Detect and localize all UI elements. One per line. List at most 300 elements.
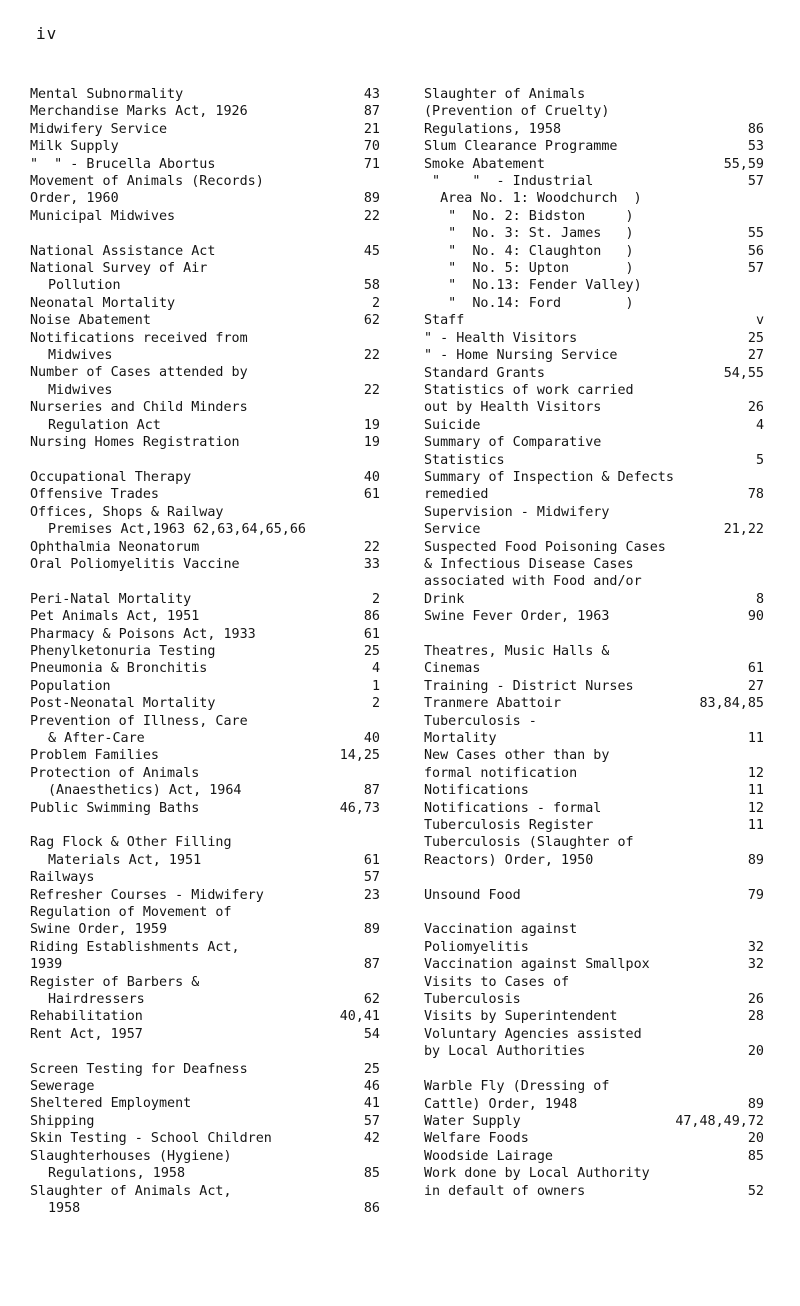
index-entry-pages: 87	[363, 104, 380, 120]
index-entry-term: Tuberculosis (Slaughter of	[424, 835, 634, 851]
index-entry-pages: 52	[747, 1183, 764, 1199]
index-entry	[30, 1165, 380, 1182]
index-entry-pages: 21,22	[723, 522, 764, 538]
index-entry-pages: 86	[747, 121, 764, 137]
index-entry	[424, 190, 764, 207]
index-entry	[424, 434, 764, 451]
index-entry	[30, 121, 380, 138]
index-entry	[30, 1130, 380, 1147]
index-entry-pages: 47,48,49,72	[675, 1113, 764, 1129]
index-entry-pages: 89	[363, 922, 380, 938]
index-entry	[30, 399, 380, 416]
index-entry-term: Vaccination against	[424, 922, 578, 938]
index-entry-pages: 61	[747, 661, 764, 677]
index-entry	[424, 713, 764, 730]
index-entry-pages: 42	[363, 1131, 380, 1147]
index-entry	[424, 1148, 764, 1165]
index-entry	[30, 643, 380, 660]
index-entry	[424, 991, 764, 1008]
index-entry	[424, 225, 764, 242]
index-entry	[424, 121, 764, 138]
index-entry-term: & After-Care	[48, 730, 145, 746]
index-entry-term: Offensive Trades	[30, 487, 159, 503]
index-entry-term: out by Health Visitors	[424, 400, 602, 416]
index-entry	[30, 800, 380, 817]
index-entry-pages: 46	[363, 1079, 380, 1095]
index-entry	[30, 869, 380, 886]
index-entry-term: National Assistance Act	[30, 243, 216, 259]
index-entry	[424, 1096, 764, 1113]
index-entry	[30, 730, 380, 747]
index-entry-pages: 4	[371, 661, 380, 677]
index-entry	[424, 782, 764, 799]
index-entry-pages: 22	[363, 539, 380, 555]
section-gap	[30, 817, 380, 834]
index-entry-term: Register of Barbers &	[30, 974, 200, 990]
index-entry-pages: 26	[747, 992, 764, 1008]
index-entry-term: Movement of Animals (Records)	[30, 174, 264, 190]
index-entry	[30, 956, 380, 973]
index-entry	[424, 1043, 764, 1060]
index-entry-pages: 78	[747, 487, 764, 503]
index-entry-term: associated with Food and/or	[424, 574, 642, 590]
index-entry-pages: 57	[747, 174, 764, 190]
index-entry-term: New Cases other than by	[424, 748, 610, 764]
index-entry	[30, 208, 380, 225]
index-entry-term: Cattle) Order, 1948	[424, 1096, 578, 1112]
index-entry	[424, 591, 764, 608]
index-entry-pages: 71	[363, 156, 380, 172]
index-entry	[30, 678, 380, 695]
section-gap	[30, 573, 380, 590]
index-entry-term: Cinemas	[424, 661, 481, 677]
index-entry-pages: 61	[363, 626, 380, 642]
index-entry	[424, 765, 764, 782]
index-entry-pages: 22	[363, 382, 380, 398]
index-entry-term: 1939	[30, 957, 63, 973]
index-entry	[30, 330, 380, 347]
index-entry	[424, 1130, 764, 1147]
index-column-right	[424, 86, 764, 1200]
index-entry-term: Regulation of Movement of	[30, 905, 232, 921]
index-entry-pages: 40,41	[339, 1009, 380, 1025]
index-entry-term: Swine Fever Order, 1963	[424, 609, 610, 625]
index-entry-term: Prevention of Illness, Care	[30, 713, 248, 729]
index-entry-term: Tranmere Abattoir	[424, 696, 562, 712]
index-entry-term: Training - District Nurses	[424, 678, 634, 694]
index-entry	[424, 521, 764, 538]
index-entry	[30, 626, 380, 643]
index-entry-pages: 57	[363, 1113, 380, 1129]
index-entry	[30, 347, 380, 364]
index-entry-term: " No.14: Ford )	[424, 295, 634, 311]
index-entry	[30, 974, 380, 991]
index-entry-term: Protection of Animals	[30, 765, 200, 781]
index-entry	[424, 1113, 764, 1130]
index-entry-term: Suicide	[424, 417, 481, 433]
index-entry-term: Peri-Natal Mortality	[30, 591, 192, 607]
index-entry	[424, 1078, 764, 1095]
index-entry-term: Slum Clearance Programme	[424, 139, 618, 155]
index-entry	[424, 800, 764, 817]
index-entry-term: Swine Order, 1959	[30, 922, 168, 938]
index-entry-term: Pharmacy & Poisons Act, 1933	[30, 626, 256, 642]
index-entry-pages: 83,84,85	[699, 696, 764, 712]
index-entry	[30, 521, 380, 538]
index-entry	[424, 643, 764, 660]
index-entry	[30, 747, 380, 764]
index-entry	[30, 991, 380, 1008]
index-entry-pages: 14,25	[339, 748, 380, 764]
index-entry-term: Visits to Cases of	[424, 974, 570, 990]
index-entry	[30, 103, 380, 120]
index-entry-pages: 4	[755, 417, 764, 433]
index-entry	[30, 713, 380, 730]
index-entry-term: Unsound Food	[424, 887, 521, 903]
index-entry-term: Warble Fly (Dressing of	[424, 1079, 610, 1095]
index-entry-term: Vaccination against Smallpox	[424, 957, 650, 973]
index-entry	[30, 834, 380, 851]
index-entry-term: Pneumonia & Bronchitis	[30, 661, 208, 677]
index-entry	[424, 365, 764, 382]
index-entry-pages: 22	[363, 208, 380, 224]
index-entry-term: Neonatal Mortality	[30, 295, 176, 311]
index-entry	[30, 156, 380, 173]
index-entry	[424, 156, 764, 173]
index-entry-term: Supervision - Midwifery	[424, 504, 610, 520]
index-entry	[424, 921, 764, 938]
section-gap	[424, 869, 764, 886]
index-entry-term: " No.13: Fender Valley)	[424, 278, 642, 294]
index-entry-term: 1958	[48, 1200, 81, 1216]
index-entry-pages: v	[755, 313, 764, 329]
index-entry-pages: 19	[363, 417, 380, 433]
index-entry-pages: 11	[747, 783, 764, 799]
index-entry-term: Railways	[30, 870, 95, 886]
index-entry-term: " " - Brucella Abortus	[30, 156, 216, 172]
index-entry-term: " " - Industrial	[424, 174, 594, 190]
index-entry	[30, 852, 380, 869]
index-entry-pages: 41	[363, 1096, 380, 1112]
index-entry-term: Phenylketonuria Testing	[30, 643, 216, 659]
index-entry	[30, 556, 380, 573]
index-entry	[424, 939, 764, 956]
index-entry-pages: 87	[363, 783, 380, 799]
index-entry-term: Pet Animals Act, 1951	[30, 609, 200, 625]
index-entry-term: Theatres, Music Halls &	[424, 643, 610, 659]
index-entry-pages: 79	[747, 887, 764, 903]
index-entry-pages: 70	[363, 139, 380, 155]
index-entry	[30, 1183, 380, 1200]
index-entry	[30, 277, 380, 294]
index-entry	[424, 103, 764, 120]
index-entry	[30, 243, 380, 260]
index-entry-pages: 62	[363, 992, 380, 1008]
index-entry-pages: 26	[747, 400, 764, 416]
index-entry-pages: 33	[363, 556, 380, 572]
index-entry-pages: 23	[363, 887, 380, 903]
index-entry-term: in default of owners	[424, 1183, 586, 1199]
index-entry	[424, 1026, 764, 1043]
index-entry-term: & Infectious Disease Cases	[424, 556, 634, 572]
index-entry	[424, 260, 764, 277]
index-entry-term: National Survey of Air	[30, 261, 208, 277]
index-entry-term: Refresher Courses - Midwifery	[30, 887, 264, 903]
section-gap	[424, 1061, 764, 1078]
index-entry-pages: 85	[747, 1148, 764, 1164]
index-entry	[424, 86, 764, 103]
index-entry	[30, 904, 380, 921]
index-entry-pages: 11	[747, 818, 764, 834]
index-entry-pages: 2	[371, 295, 380, 311]
index-entry-term: Smoke Abatement	[424, 156, 545, 172]
index-entry-term: Notifications - formal	[424, 800, 602, 816]
index-entry-pages: 55	[747, 226, 764, 242]
index-entry-pages: 12	[747, 800, 764, 816]
index-entry	[30, 591, 380, 608]
index-entry	[424, 347, 764, 364]
index-entry-pages: 53	[747, 139, 764, 155]
index-entry	[30, 765, 380, 782]
index-entry	[30, 1095, 380, 1112]
index-entry	[424, 573, 764, 590]
index-entry	[30, 469, 380, 486]
index-entry-pages: 5	[755, 452, 764, 468]
index-entry	[424, 956, 764, 973]
index-entry	[424, 817, 764, 834]
index-entry-term: Rent Act, 1957	[30, 1026, 143, 1042]
index-entry-term: Tuberculosis -	[424, 713, 537, 729]
index-entry	[30, 1008, 380, 1025]
index-entry	[30, 1148, 380, 1165]
index-entry-term: Pollution	[48, 278, 121, 294]
index-entry	[30, 486, 380, 503]
index-entry-pages: 62	[363, 313, 380, 329]
index-entry-pages: 40	[363, 469, 380, 485]
index-entry-term: Screen Testing for Deafness	[30, 1061, 248, 1077]
index-entry-pages: 86	[363, 1200, 380, 1216]
index-entry-pages: 19	[363, 435, 380, 451]
index-entry	[424, 974, 764, 991]
index-entry	[424, 887, 764, 904]
index-entry-pages: 89	[747, 1096, 764, 1112]
index-entry	[424, 539, 764, 556]
index-entry-pages: 12	[747, 765, 764, 781]
index-entry-pages: 89	[363, 191, 380, 207]
index-entry	[30, 173, 380, 190]
index-entry-term: Occupational Therapy	[30, 469, 192, 485]
index-entry-term: Post-Neonatal Mortality	[30, 696, 216, 712]
index-entry	[30, 260, 380, 277]
index-entry-term: Work done by Local Authority	[424, 1166, 650, 1182]
index-entry-term: Rehabilitation	[30, 1009, 143, 1025]
index-entry-term: Midwifery Service	[30, 121, 168, 137]
index-entry	[424, 678, 764, 695]
index-entry-term: " No. 3: St. James )	[424, 226, 634, 242]
index-entry-pages: 57	[363, 870, 380, 886]
index-entry-pages: 32	[747, 957, 764, 973]
index-entry-term: Notifications received from	[30, 330, 248, 346]
index-entry-term: Drink	[424, 591, 465, 607]
index-entry-pages: 86	[363, 609, 380, 625]
index-entry	[30, 417, 380, 434]
index-entry-pages: 61	[363, 487, 380, 503]
index-entry-pages: 21	[363, 121, 380, 137]
index-entry	[424, 608, 764, 625]
index-entry	[424, 469, 764, 486]
index-entry-term: Milk Supply	[30, 139, 119, 155]
index-entry-term: Number of Cases attended by	[30, 365, 248, 381]
index-entry-term: Welfare Foods	[424, 1131, 529, 1147]
section-gap	[424, 904, 764, 921]
index-entry-term: Area No. 1: Woodchurch )	[424, 191, 642, 207]
index-entry-pages: 22	[363, 348, 380, 364]
index-entry-pages: 25	[363, 643, 380, 659]
index-entry-term: Notifications	[424, 783, 529, 799]
index-entry-term: Offices, Shops & Railway	[30, 504, 224, 520]
index-entry	[424, 660, 764, 677]
index-entry-pages: 56	[747, 243, 764, 259]
index-entry	[30, 504, 380, 521]
index-entry-pages: 45	[363, 243, 380, 259]
index-entry-pages: 87	[363, 957, 380, 973]
index-entry-pages: 85	[363, 1166, 380, 1182]
index-entry	[30, 1026, 380, 1043]
index-entry	[424, 852, 764, 869]
index-entry	[424, 243, 764, 260]
index-entry-term: Woodside Lairage	[424, 1148, 553, 1164]
index-entry-term: Shipping	[30, 1113, 95, 1129]
index-entry	[30, 695, 380, 712]
index-entry-term: Midwives	[48, 382, 113, 398]
index-entry-pages: 1	[371, 678, 380, 694]
index-entry-pages: 20	[747, 1131, 764, 1147]
index-entry-term: Visits by Superintendent	[424, 1009, 618, 1025]
index-entry-term: Slaughter of Animals Act,	[30, 1183, 232, 1199]
index-entry-pages: 25	[363, 1061, 380, 1077]
index-entry	[30, 1113, 380, 1130]
page-number: iv	[36, 24, 58, 43]
index-entry-pages: 28	[747, 1009, 764, 1025]
index-entry	[424, 208, 764, 225]
index-entry	[424, 330, 764, 347]
index-entry	[30, 434, 380, 451]
index-entry-pages: 2	[371, 696, 380, 712]
index-entry-pages: 46,73	[339, 800, 380, 816]
index-entry-term: (Prevention of Cruelty)	[424, 104, 610, 120]
index-entry-term: Standard Grants	[424, 365, 545, 381]
index-entry-term: Tuberculosis Register	[424, 818, 594, 834]
section-gap	[30, 225, 380, 242]
index-entry-term: Rag Flock & Other Filling	[30, 835, 232, 851]
index-entry	[30, 312, 380, 329]
index-entry-pages: 40	[363, 730, 380, 746]
index-entry-term: Oral Poliomyelitis Vaccine	[30, 556, 240, 572]
index-entry	[30, 190, 380, 207]
index-entry-term: " No. 5: Upton )	[424, 261, 634, 277]
index-entry-pages: 54	[363, 1026, 380, 1042]
index-entry-pages: 61	[363, 852, 380, 868]
index-entry	[30, 1061, 380, 1078]
index-entry	[30, 660, 380, 677]
index-entry-term: Regulations, 1958	[424, 121, 562, 137]
index-entry	[30, 138, 380, 155]
section-gap	[424, 626, 764, 643]
index-entry-term: Nursing Homes Registration	[30, 435, 240, 451]
index-entry	[30, 382, 380, 399]
index-entry-term: Statistics of work carried	[424, 382, 634, 398]
index-entry-pages: 90	[747, 609, 764, 625]
index-entry	[30, 364, 380, 381]
index-entry-term: " - Home Nursing Service	[424, 348, 618, 364]
index-entry-term: (Anaesthetics) Act, 1964	[48, 783, 242, 799]
index-entry-term: Public Swimming Baths	[30, 800, 200, 816]
index-entry-term: Midwives	[48, 348, 113, 364]
index-entry-pages: 25	[747, 330, 764, 346]
index-column-left	[30, 86, 380, 1217]
index-entry-term: Service	[424, 522, 481, 538]
index-entry-term: Slaughter of Animals	[424, 87, 586, 102]
index-entry	[424, 504, 764, 521]
index-entry-term: Mortality	[424, 731, 497, 747]
index-entry-term: Summary of Inspection & Defects	[424, 469, 674, 485]
index-entry-term: " No. 4: Claughton )	[424, 243, 634, 259]
index-entry-pages: 58	[363, 278, 380, 294]
section-gap	[30, 452, 380, 469]
index-entry-term: Voluntary Agencies assisted	[424, 1026, 642, 1042]
index-entry	[424, 399, 764, 416]
index-entry-pages: 54,55	[723, 365, 764, 381]
index-entry-term: Regulation Act	[48, 417, 161, 433]
index-entry	[30, 887, 380, 904]
index-entry	[30, 539, 380, 556]
index-entry-term: Merchandise Marks Act, 1926	[30, 104, 248, 120]
index-entry	[424, 382, 764, 399]
index-entry	[424, 452, 764, 469]
index-entry-term: Regulations, 1958	[48, 1166, 186, 1182]
index-entry-term: Mental Subnormality	[30, 87, 184, 102]
index-entry	[424, 730, 764, 747]
index-entry-term: Slaughterhouses (Hygiene)	[30, 1148, 232, 1164]
index-entry-term: by Local Authorities	[424, 1044, 586, 1060]
index-entry-pages: 43	[363, 87, 380, 102]
index-entry-term: Materials Act, 1951	[48, 852, 202, 868]
index-entry-term: Nurseries and Child Minders	[30, 400, 248, 416]
index-entry-pages: 55,59	[723, 156, 764, 172]
index-entry-term: Sheltered Employment	[30, 1096, 192, 1112]
index-entry-term: Staff	[424, 313, 465, 329]
index-entry-pages: 20	[747, 1044, 764, 1060]
index-entry	[424, 834, 764, 851]
index-entry-term: Tuberculosis	[424, 992, 521, 1008]
index-entry-term: Water Supply	[424, 1113, 521, 1129]
index-entry-term: Hairdressers	[48, 992, 145, 1008]
index-entry-term: Noise Abatement	[30, 313, 151, 329]
index-entry-term: Order, 1960	[30, 191, 119, 207]
index-entry	[424, 417, 764, 434]
index-entry-term: Skin Testing - School Children	[30, 1131, 272, 1147]
index-entry-term: Poliomyelitis	[424, 939, 529, 955]
index-entry-term: formal notification	[424, 765, 578, 781]
index-entry	[424, 173, 764, 190]
index-entry-pages: 27	[747, 348, 764, 364]
index-entry	[30, 295, 380, 312]
index-entry	[30, 782, 380, 799]
index-entry-term: Premises Act,1963 62,63,64,65,66	[48, 522, 306, 538]
index-entry-term: Ophthalmia Neonatorum	[30, 539, 200, 555]
index-entry	[424, 312, 764, 329]
section-gap	[30, 1043, 380, 1060]
